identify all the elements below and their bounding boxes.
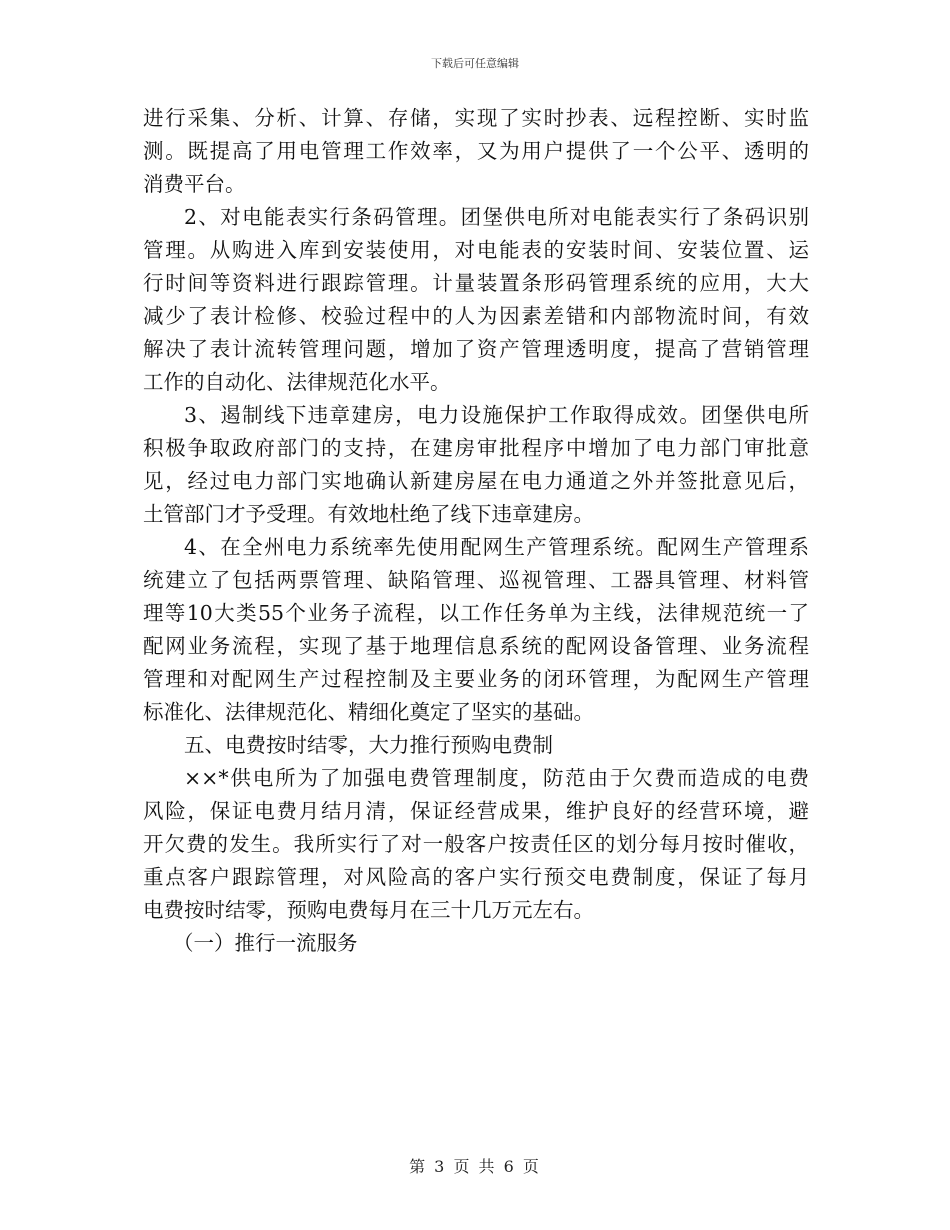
- text-line: 3、遏制线下违章建房，电力设施保护工作取得成效。团堡供电所: [184, 403, 809, 427]
- text-line: 见，经过电力部门实地确认新建房屋在电力通道之外并签批意见后，: [143, 469, 809, 493]
- text-line: 标准化、法律规范化、精细化奠定了坚实的基础。: [143, 700, 594, 724]
- text-line: 2、对电能表实行条码管理。团堡供电所对电能表实行了条码识别: [184, 205, 809, 229]
- text-line: 积极争取政府部门的支持，在建房审批程序中增加了电力部门审批意: [143, 436, 809, 460]
- text-line: 行时间等资料进行跟踪管理。计量装置条形码管理系统的应用，大大: [143, 271, 809, 295]
- paragraph-2: [143, 201, 809, 399]
- page-header: 下载后可任意编辑: [431, 57, 519, 70]
- text-line: 解决了表计流转管理问题，增加了资产管理透明度，提高了营销管理: [143, 337, 809, 361]
- document-body: [143, 102, 809, 960]
- page-footer: 第 3 页 共 6 页: [409, 1157, 541, 1176]
- text-line: 电费按时结零，预购电费每月在三十几万元左右。: [143, 898, 594, 922]
- text-line: 理等10大类55个业务子流程，以工作任务单为主线，法律规范统一了: [143, 601, 809, 625]
- paragraph-1: [143, 102, 809, 201]
- text-line: 土管部门才予受理。有效地杜绝了线下违章建房。: [143, 502, 594, 526]
- paragraph-3: [143, 399, 809, 531]
- text-line: 管理。从购进入库到安装使用，对电能表的安装时间、安装位置、运: [143, 238, 809, 262]
- paragraph-5: [143, 762, 809, 927]
- subheading: （一）推行一流服务: [173, 931, 358, 955]
- text-line: 管理和对配网生产过程控制及主要业务的闭环管理，为配网生产管理: [143, 667, 809, 691]
- paragraph-4: [143, 531, 809, 729]
- text-line: 消费平台。: [143, 172, 246, 196]
- text-line: 重点客户跟踪管理，对风险高的客户实行预交电费制度，保证了每月: [143, 865, 809, 889]
- text-line: 进行采集、分析、计算、存储，实现了实时抄表、远程控断、实时监: [143, 106, 809, 130]
- text-line: ××*供电所为了加强电费管理制度，防范由于欠费而造成的电费: [184, 766, 809, 790]
- text-line: 工作的自动化、法律规范化水平。: [143, 370, 451, 394]
- section-heading: 五、电费按时结零，大力推行预购电费制: [184, 733, 553, 757]
- text-line: 测。既提高了用电管理工作效率，又为用户提供了一个公平、透明的: [143, 139, 809, 163]
- text-line: 风险，保证电费月结月清，保证经营成果，维护良好的经营环境，避: [143, 799, 809, 823]
- text-line: 4、在全州电力系统率先使用配网生产管理系统。配网生产管理系: [184, 535, 809, 559]
- text-line: 减少了表计检修、校验过程中的人为因素差错和内部物流时间，有效: [143, 304, 809, 328]
- text-line: 统建立了包括两票管理、缺陷管理、巡视管理、工器具管理、材料管: [143, 568, 809, 592]
- text-line: 配网业务流程，实现了基于地理信息系统的配网设备管理、业务流程: [143, 634, 809, 658]
- text-line: 开欠费的发生。我所实行了对一般客户按责任区的划分每月按时催收，: [143, 832, 809, 856]
